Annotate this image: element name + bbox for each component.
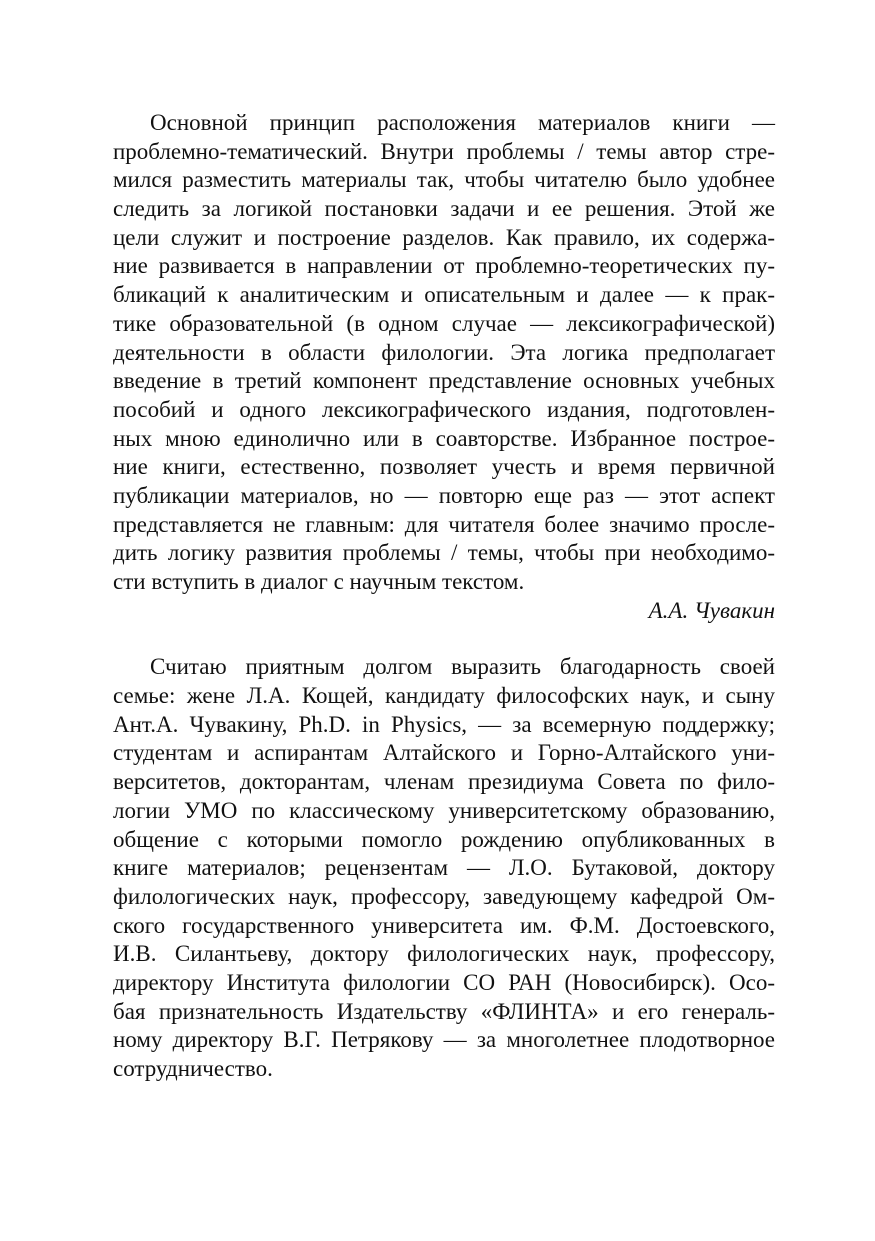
text-line: следить за логикой постановки задачи и ее решения. Этой же — [113, 196, 775, 222]
text-line: книге материалов; рецензентам — Л.О. Бутаковой, доктору — [113, 855, 775, 881]
text-line: мился разместить материалы так, чтобы читателю было удобнее — [113, 167, 775, 193]
text-line: деятельности в области филологии. Эта логика предполагает — [113, 339, 775, 365]
text-line: ных мною единолично или в соавторстве. Избранное построе- — [113, 425, 775, 451]
text-line: студентам и аспирантам Алтайского и Горно-Алтайского уни- — [113, 740, 775, 766]
text-line: ние развивается в направлении от проблемно-теоретических пу- — [113, 253, 775, 279]
text-line: сотрудничество. — [113, 1056, 273, 1081]
text-line: директору Института филологии СО РАН (Новосибирск). Осо- — [113, 969, 775, 995]
text-line: пособий и одного лексикографического издания, подготовлен- — [113, 396, 775, 422]
paragraph-intro — [113, 109, 775, 597]
text-line: дить логику развития проблемы / темы, чтобы при необходимо- — [113, 540, 775, 566]
text-line: верситетов, докторантам, членам президиума Совета по фило- — [113, 769, 775, 795]
text-line: ному директору В.Г. Петрякову — за многолетнее плодотворное — [113, 1027, 775, 1053]
text-line: И.В. Силантьеву, доктору филологических наук, профессору, — [113, 941, 775, 967]
text-line: представляется не главным: для читателя более значимо просле- — [113, 511, 775, 537]
text-line: публикации материалов, но — повторю еще раз — этот аспект — [113, 482, 775, 508]
paragraph-acknowledgements — [113, 653, 775, 1083]
text-line: ского государственного университета им. Ф.М. Достоевского, — [113, 912, 775, 938]
text-line: Основной принцип расположения материалов книги — — [150, 110, 775, 135]
text-line: семье: жене Л.А. Кощей, кандидату философских наук, и сыну — [113, 683, 775, 709]
text-line: общение с которыми помогло рождению опубликованных в — [113, 826, 775, 852]
text-line: филологических наук, профессору, заведующему кафедрой Ом- — [113, 883, 775, 909]
text-line: проблемно-тематический. Внутри проблемы / темы автор стре- — [113, 138, 775, 164]
text-line: бликаций к аналитическим и описательным и далее — к прак- — [113, 282, 775, 308]
page-body — [113, 109, 775, 1084]
signature: А.А. Чувакин — [648, 597, 775, 623]
text-line: бая признательность Издательству «ФЛИНТА» и его генераль- — [113, 998, 775, 1024]
paragraph-gap — [113, 625, 775, 653]
text-line: сти вступить в диалог с научным текстом. — [113, 569, 525, 594]
text-line: цели служит и построение разделов. Как правило, их содержа- — [113, 224, 775, 250]
text-line: введение в третий компонент представление основных учебных — [113, 368, 775, 394]
text-line: Считаю приятным долгом выразить благодарность своей — [150, 654, 775, 680]
text-line: логии УМО по классическому университетскому образованию, — [113, 797, 775, 823]
text-line: тике образовательной (в одном случае — лексикографической) — [113, 310, 775, 336]
text-line: ние книги, естественно, позволяет учесть и время первичной — [113, 454, 775, 480]
text-line: Ант.А. Чувакину, Ph.D. in Physics, — за всемерную поддержку; — [113, 711, 775, 737]
